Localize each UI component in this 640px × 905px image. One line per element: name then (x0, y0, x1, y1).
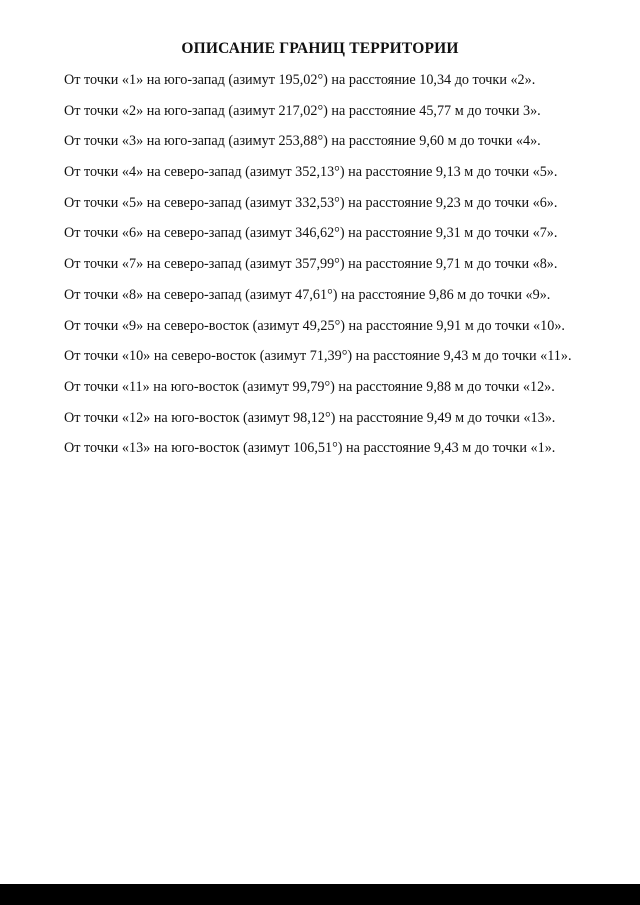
boundary-line: От точки «8» на северо-запад (азимут 47,61°) на расстояние 9,86 м до точки «9». (64, 286, 551, 303)
document-title: ОПИСАНИЕ ГРАНИЦ ТЕРРИТОРИИ (181, 40, 459, 57)
boundary-line: От точки «4» на северо-запад (азимут 352,13°) на расстояние 9,13 м до точки «5». (64, 164, 558, 181)
boundary-line: От точки «3» на юго-запад (азимут 253,88°) на расстояние 9,60 м до точки «4». (64, 133, 541, 150)
boundary-line: От точки «2» на юго-запад (азимут 217,02°) на расстояние 45,77 м до точки 3». (64, 102, 541, 119)
boundary-line: От точки «9» на северо-восток (азимут 49,25°) на расстояние 9,91 м до точки «10». (64, 317, 565, 334)
boundary-line: От точки «5» на северо-запад (азимут 332,53°) на расстояние 9,23 м до точки «6». (64, 194, 558, 211)
boundary-line: От точки «11» на юго-восток (азимут 99,79°) на расстояние 9,88 м до точки «12». (64, 378, 555, 395)
boundary-description-list (64, 65, 572, 464)
boundary-line: От точки «12» на юго-восток (азимут 98,12°) на расстояние 9,49 м до точки «13». (64, 409, 556, 426)
boundary-line: От точки «13» на юго-восток (азимут 106,51°) на расстояние 9,43 м до точки «1». (64, 440, 556, 457)
boundary-line: От точки «1» на юго-запад (азимут 195,02°) на расстояние 10,34 до точки «2». (64, 72, 536, 88)
boundary-line: От точки «7» на северо-запад (азимут 357,99°) на расстояние 9,71 м до точки «8». (64, 256, 558, 273)
boundary-line: От точки «10» на северо-восток (азимут 71,39°) на расстояние 9,43 м до точки «11». (64, 348, 572, 365)
boundary-line: От точки «6» на северо-запад (азимут 346,62°) на расстояние 9,31 м до точки «7». (64, 225, 558, 242)
scan-edge-strip (0, 884, 640, 905)
